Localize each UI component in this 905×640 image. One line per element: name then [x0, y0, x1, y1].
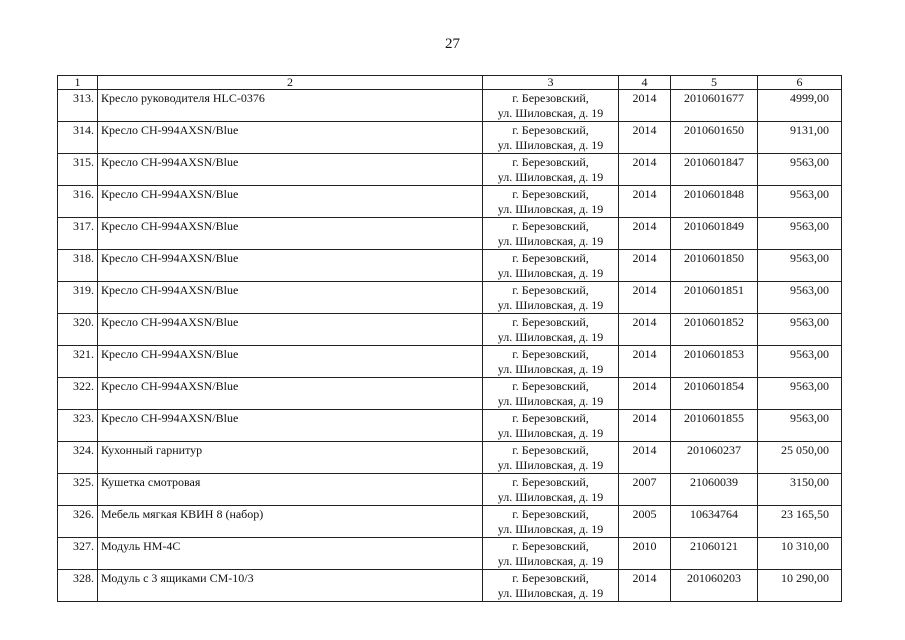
row-number-cell: 320. — [58, 314, 98, 346]
item-name-cell: Кресло руководителя HLC-0376 — [98, 90, 483, 122]
inventory-number-cell: 2010601854 — [671, 378, 758, 410]
address-street: ул. Шиловская, д. 19 — [497, 490, 604, 504]
address-cell — [483, 346, 619, 378]
row-number-cell: 317. — [58, 218, 98, 250]
item-name-cell: Кресло CH-994AXSN/Blue — [98, 186, 483, 218]
row-number-cell: 328. — [58, 570, 98, 602]
page-number: 27 — [445, 36, 460, 52]
row-number-cell: 325. — [58, 474, 98, 506]
row-number-cell: 322. — [58, 378, 98, 410]
address-cell — [483, 474, 619, 506]
inventory-number-cell: 2010601849 — [671, 218, 758, 250]
address-street: ул. Шиловская, д. 19 — [497, 202, 604, 216]
table-row — [58, 474, 842, 506]
table-row — [58, 186, 842, 218]
year-cell: 2014 — [619, 378, 671, 410]
year-cell: 2014 — [619, 90, 671, 122]
address-cell — [483, 314, 619, 346]
address-city: г. Березовский, — [512, 539, 589, 553]
cost-cell: 9563,00 — [758, 250, 842, 282]
item-name-cell: Кресло CH-994AXSN/Blue — [98, 154, 483, 186]
year-cell: 2014 — [619, 282, 671, 314]
item-name-cell: Кресло CH-994AXSN/Blue — [98, 410, 483, 442]
address-street: ул. Шиловская, д. 19 — [497, 362, 604, 376]
table-row — [58, 378, 842, 410]
table-row — [58, 570, 842, 602]
year-cell: 2007 — [619, 474, 671, 506]
year-cell: 2014 — [619, 186, 671, 218]
cost-cell: 9563,00 — [758, 314, 842, 346]
address-cell — [483, 282, 619, 314]
address-street: ул. Шиловская, д. 19 — [497, 586, 604, 600]
table-row — [58, 90, 842, 122]
row-number-cell: 316. — [58, 186, 98, 218]
item-name-cell: Кресло CH-994AXSN/Blue — [98, 346, 483, 378]
table-row — [58, 154, 842, 186]
row-number-cell: 321. — [58, 346, 98, 378]
item-name-cell: Модуль с 3 ящиками СМ-10/3 — [98, 570, 483, 602]
year-cell: 2014 — [619, 442, 671, 474]
column-header: 6 — [758, 76, 842, 90]
inventory-number-cell: 2010601848 — [671, 186, 758, 218]
item-name-cell: Кресло CH-994AXSN/Blue — [98, 282, 483, 314]
address-street: ул. Шиловская, д. 19 — [497, 138, 604, 152]
table-row — [58, 314, 842, 346]
year-cell: 2014 — [619, 218, 671, 250]
address-city: г. Березовский, — [512, 123, 589, 137]
address-cell — [483, 410, 619, 442]
row-number-cell: 314. — [58, 122, 98, 154]
row-number-cell: 327. — [58, 538, 98, 570]
inventory-number-cell: 2010601851 — [671, 282, 758, 314]
table-row — [58, 506, 842, 538]
address-street: ул. Шиловская, д. 19 — [497, 458, 604, 472]
table-row — [58, 346, 842, 378]
item-name-cell: Кресло CH-994AXSN/Blue — [98, 378, 483, 410]
address-cell — [483, 154, 619, 186]
address-city: г. Березовский, — [512, 187, 589, 201]
cost-cell: 25 050,00 — [758, 442, 842, 474]
cost-cell: 9563,00 — [758, 410, 842, 442]
address-city: г. Березовский, — [512, 91, 589, 105]
address-street: ул. Шиловская, д. 19 — [497, 522, 604, 536]
table-body — [58, 90, 842, 602]
item-name-cell: Мебель мягкая КВИН 8 (набор) — [98, 506, 483, 538]
item-name-cell: Кресло CH-994AXSN/Blue — [98, 218, 483, 250]
asset-table — [57, 75, 842, 602]
address-street: ул. Шиловская, д. 19 — [497, 234, 604, 248]
cost-cell: 9563,00 — [758, 186, 842, 218]
row-number-cell: 319. — [58, 282, 98, 314]
address-street: ул. Шиловская, д. 19 — [497, 266, 604, 280]
column-header: 3 — [483, 76, 619, 90]
column-header: 2 — [98, 76, 483, 90]
table-row — [58, 250, 842, 282]
cost-cell: 10 310,00 — [758, 538, 842, 570]
address-cell — [483, 250, 619, 282]
address-street: ул. Шиловская, д. 19 — [497, 330, 604, 344]
item-name-cell: Кресло CH-994AXSN/Blue — [98, 250, 483, 282]
address-city: г. Березовский, — [512, 315, 589, 329]
address-city: г. Березовский, — [512, 155, 589, 169]
address-cell — [483, 122, 619, 154]
cost-cell: 9563,00 — [758, 218, 842, 250]
inventory-number-cell: 10634764 — [671, 506, 758, 538]
address-street: ул. Шиловская, д. 19 — [497, 170, 604, 184]
inventory-number-cell: 2010601650 — [671, 122, 758, 154]
year-cell: 2014 — [619, 154, 671, 186]
address-cell — [483, 442, 619, 474]
row-number-cell: 315. — [58, 154, 98, 186]
address-cell — [483, 378, 619, 410]
address-city: г. Березовский, — [512, 475, 589, 489]
cost-cell: 3150,00 — [758, 474, 842, 506]
item-name-cell: Модуль НМ-4С — [98, 538, 483, 570]
address-city: г. Березовский, — [512, 571, 589, 585]
item-name-cell: Кресло CH-994AXSN/Blue — [98, 314, 483, 346]
inventory-number-cell: 21060121 — [671, 538, 758, 570]
cost-cell: 9131,00 — [758, 122, 842, 154]
table-row — [58, 122, 842, 154]
address-cell — [483, 506, 619, 538]
address-street: ул. Шиловская, д. 19 — [497, 394, 604, 408]
inventory-number-cell: 2010601677 — [671, 90, 758, 122]
address-street: ул. Шиловская, д. 19 — [497, 554, 604, 568]
inventory-number-cell: 2010601850 — [671, 250, 758, 282]
item-name-cell: Кухонный гарнитур — [98, 442, 483, 474]
address-cell — [483, 570, 619, 602]
cost-cell: 9563,00 — [758, 154, 842, 186]
cost-cell: 23 165,50 — [758, 506, 842, 538]
row-number-cell: 313. — [58, 90, 98, 122]
row-number-cell: 324. — [58, 442, 98, 474]
year-cell: 2005 — [619, 506, 671, 538]
item-name-cell: Кресло CH-994AXSN/Blue — [98, 122, 483, 154]
address-city: г. Березовский, — [512, 283, 589, 297]
column-header: 4 — [619, 76, 671, 90]
inventory-number-cell: 21060039 — [671, 474, 758, 506]
year-cell: 2014 — [619, 346, 671, 378]
cost-cell: 10 290,00 — [758, 570, 842, 602]
table-header-row — [58, 76, 842, 90]
address-city: г. Березовский, — [512, 347, 589, 361]
table-row — [58, 282, 842, 314]
row-number-cell: 323. — [58, 410, 98, 442]
address-city: г. Березовский, — [512, 411, 589, 425]
year-cell: 2014 — [619, 410, 671, 442]
cost-cell: 4999,00 — [758, 90, 842, 122]
table-row — [58, 442, 842, 474]
address-cell — [483, 90, 619, 122]
inventory-number-cell: 201060203 — [671, 570, 758, 602]
year-cell: 2014 — [619, 570, 671, 602]
year-cell: 2014 — [619, 250, 671, 282]
address-street: ул. Шиловская, д. 19 — [497, 106, 604, 120]
address-street: ул. Шиловская, д. 19 — [497, 426, 604, 440]
inventory-number-cell: 2010601853 — [671, 346, 758, 378]
table-row — [58, 410, 842, 442]
cost-cell: 9563,00 — [758, 346, 842, 378]
table-row — [58, 218, 842, 250]
inventory-number-cell: 2010601852 — [671, 314, 758, 346]
address-city: г. Березовский, — [512, 219, 589, 233]
address-city: г. Березовский, — [512, 251, 589, 265]
inventory-number-cell: 2010601855 — [671, 410, 758, 442]
column-header: 5 — [671, 76, 758, 90]
inventory-number-cell: 2010601847 — [671, 154, 758, 186]
address-city: г. Березовский, — [512, 379, 589, 393]
address-street: ул. Шиловская, д. 19 — [497, 298, 604, 312]
address-cell — [483, 218, 619, 250]
year-cell: 2014 — [619, 122, 671, 154]
column-header: 1 — [58, 76, 98, 90]
inventory-number-cell: 201060237 — [671, 442, 758, 474]
item-name-cell: Кушетка смотровая — [98, 474, 483, 506]
address-cell — [483, 186, 619, 218]
table-row — [58, 538, 842, 570]
row-number-cell: 326. — [58, 506, 98, 538]
address-city: г. Березовский, — [512, 443, 589, 457]
address-city: г. Березовский, — [512, 507, 589, 521]
address-cell — [483, 538, 619, 570]
year-cell: 2010 — [619, 538, 671, 570]
cost-cell: 9563,00 — [758, 378, 842, 410]
year-cell: 2014 — [619, 314, 671, 346]
row-number-cell: 318. — [58, 250, 98, 282]
cost-cell: 9563,00 — [758, 282, 842, 314]
